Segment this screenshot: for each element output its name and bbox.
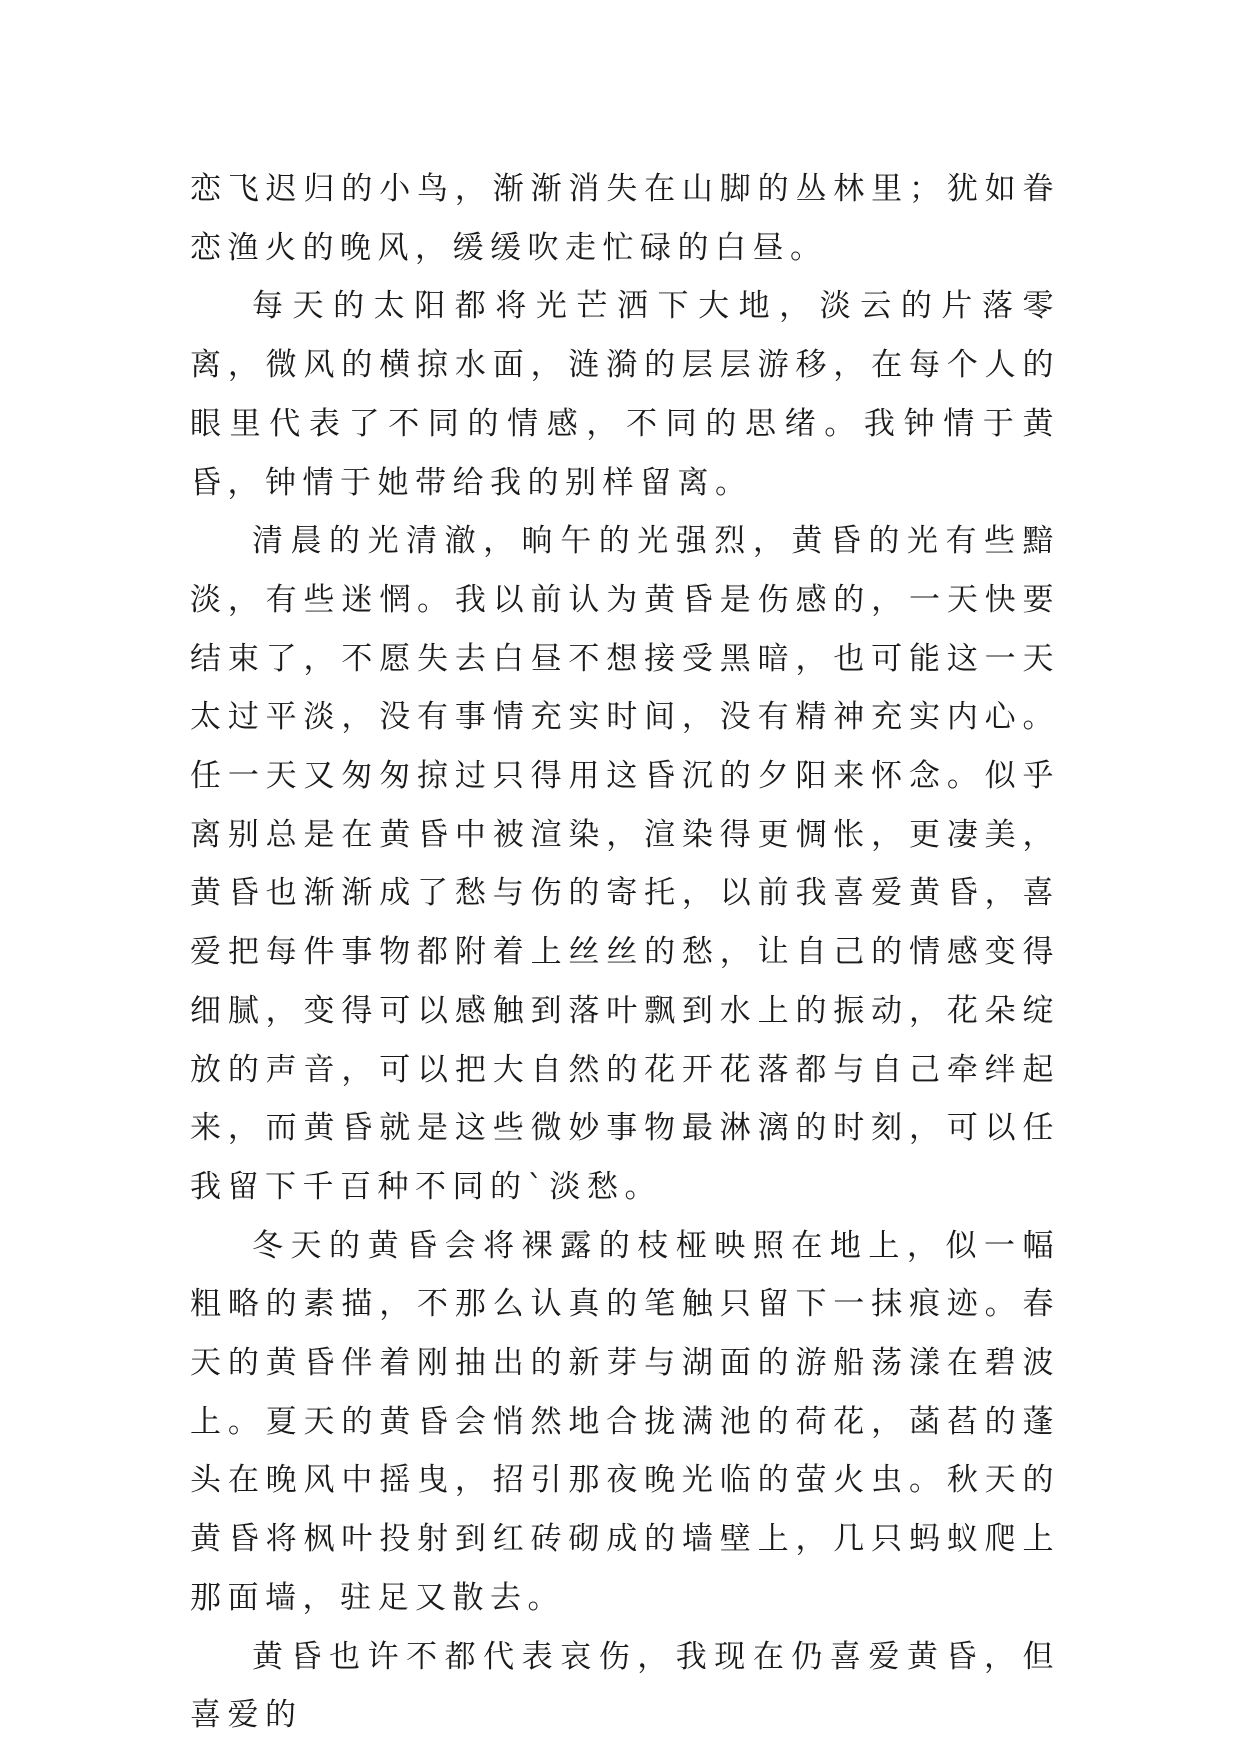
document-body [190,160,1060,1745]
paragraph-2: 每天的太阳都将光芒洒下大地，淡云的片落零离，微风的横掠水面，涟漪的层层游移，在每个人的眼里代表了不同的情感，不同的思绪。我钟情于黄昏，钟情于她带给我的别样留离。 [190,288,1060,501]
paragraph-1: 恋飞迟归的小鸟，渐渐消失在山脚的丛林里；犹如眷恋渔火的晚风，缓缓吹走忙碌的白昼。 [190,171,1060,266]
paragraph-5: 黄昏也许不都代表哀伤，我现在仍喜爱黄昏，但喜爱的 [190,1638,1060,1734]
paragraph-3: 清晨的光清澈，晌午的光强烈，黄昏的光有些黯淡，有些迷惘。我以前认为黄昏是伤感的，一天快要结束了，不愿失去白昼不想接受黑暗，也可能这一天太过平淡，没有事情充实时间，没有精神充实内心。任一天又匆匆掠过只得用这昏沉的夕阳来怀念。似乎离别总是在黄昏中被渲染，渲染得更惆怅，更凄美，黄昏也渐渐成了愁与伤的寄托，以前我喜爱黄昏，喜爱把每件事物都附着上丝丝的愁，让自己的情感变得细腻，变得可以感触到落叶飘到水上的振动，花朵绽放的声音，可以把大自然的花开花落都与自己牵绊起来，而黄昏就是这些微妙事物最淋漓的时刻，可以任我留下千百种不同的`淡愁。 [190,523,1060,1205]
paragraph-4: 冬天的黄昏会将裸露的枝桠映照在地上，似一幅粗略的素描，不那么认真的笔触只留下一抹痕迹。春天的黄昏伴着刚抽出的新芽与湖面的游船荡漾在碧波上。夏天的黄昏会悄然地合拢满池的荷花，菡萏的蓬头在晚风中摇曳，招引那夜晚光临的萤火虫。秋天的黄昏将枫叶投射到红砖砌成的墙壁上，几只蚂蚁爬上那面墙，驻足又散去。 [190,1227,1060,1616]
